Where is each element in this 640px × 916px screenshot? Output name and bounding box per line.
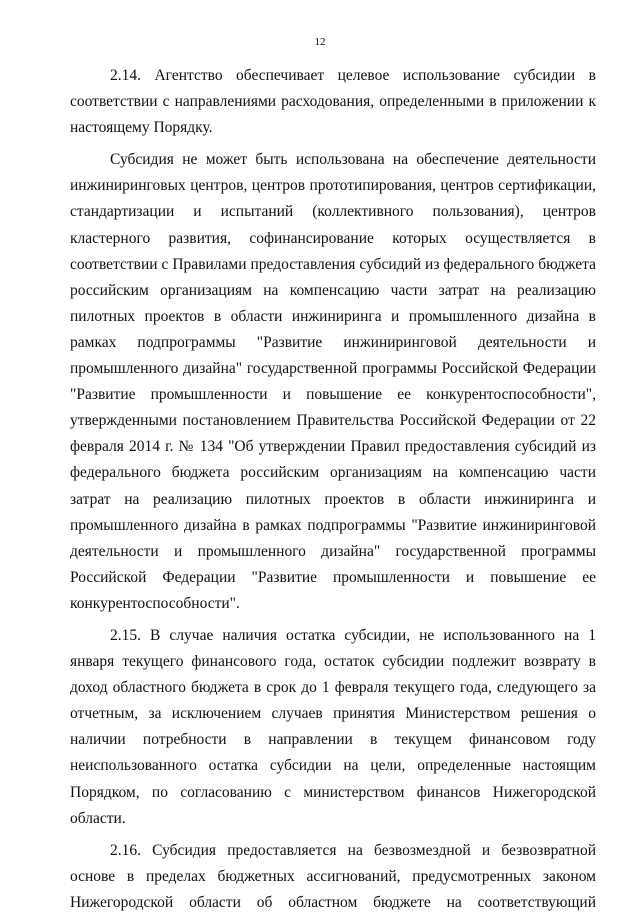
paragraph-subsidy-restrictions: Субсидия не может быть использована на обеспечение деятельности инжиниринговых центров, центров прототипирования, центров сертификации, стандартизации и испытаний (коллективного пользования), центров кластерного развития, софинансирование которых осуществляется в соответствии с Правилами предоставления субсидий из федерального бюджета российским организациям на компенсацию части затрат на реализацию пилотных проектов в области инжиниринга и промышленного дизайна в рамках подпрограммы "Развитие инжиниринговой деятельности и промышленного дизайна" государственной программы Российской Федерации "Развитие промышленности и повышение ее конкурентоспособности", утвержденными постановлением Правительства Российской Федерации от 22 февраля 2014 г. № 134 "Об утверждении Правил предоставления субсидий из федерального бюджета российским организациям на компенсацию части затрат на реализацию пилотных проектов в области инжиниринга и промышленного дизайна в рамках подпрограммы "Развитие инжиниринговой деятельности и промышленного дизайна" государственной программы Российской Федерации "Развитие промышленности и повышение ее конкурентоспособности". bbox=[70, 151, 596, 612]
page-number: 12 bbox=[314, 36, 326, 48]
paragraph-2-14: 2.14. Агентство обеспечивает целевое использование субсидии в соответствии с направлениями расходования, определенными в приложении к настоящему Порядку. bbox=[70, 67, 596, 137]
paragraph-2-16: 2.16. Субсидия предоставляется на безвозмездной и безвозвратной основе в пределах бюджетных ассигнований, предусмотренных законом Нижегородской области об областном бюджете на соответствующий bbox=[70, 841, 596, 911]
paragraph-2-15: 2.15. В случае наличия остатка субсидии, не использованного на 1 января текущего финансового года, остаток субсидии подлежит возврату в доход областного бюджета в срок до 1 февраля текущего года, следующего за отчетным, за исключением случаев принятия Министерством решения о наличии потребности в направлении в текущем финансовом году неиспользованного остатка субсидии на цели, определенные настоящим Порядком, по согласованию с министерством финансов Нижегородской области. bbox=[70, 626, 596, 827]
document-body bbox=[70, 63, 596, 916]
